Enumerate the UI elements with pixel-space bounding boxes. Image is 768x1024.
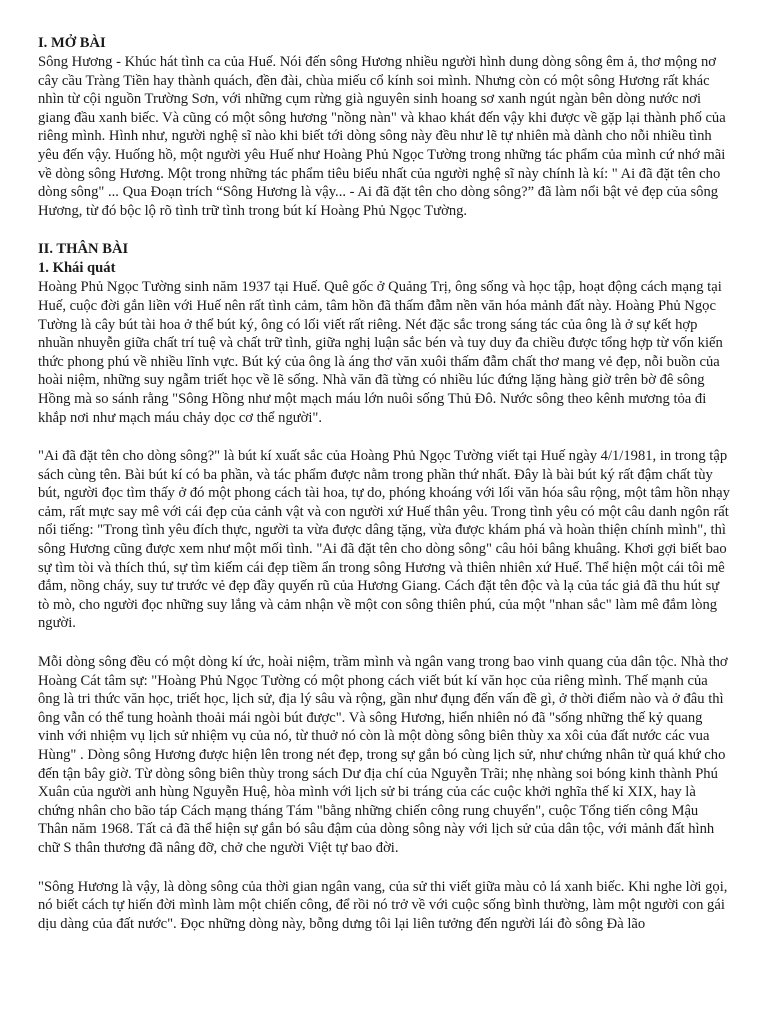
intro-paragraph: Sông Hương - Khúc hát tình ca của Huế. Nói đến sông Hương nhiều người hình dung dòng sông êm ả, thơ mộng nơ cây cầu Tràng Tiền hay thành quách, đền đài, chùa miếu cổ kính soi mình. Nhưng còn có một sông Hương rất khác nhìn từ cội nguồn Trường Sơn, với những cụm rừng già nguyên sinh hoang sơ xanh ngút ngàn bên dòng nước nơi giang đầu xanh biếc. Và cũng có một sông hương "nồng nàn" và khao khát đến vậy khi được về gặp lại thành phố của riêng mình. Hình như, người nghệ sĩ nào khi biết tới dòng sông này đều như lẽ tự nhiên mà dành cho nỗi nhiều tình yêu đến vậy. Huống hồ, một người yêu Huế như Hoàng Phủ Ngọc Tường trong những tác phẩm của mình cứ nhớ mãi về dòng sông Hương. Một trong những tác phẩm tiêu biểu nhất của người nghệ sĩ này chính là kí: " Ai đã đặt tên cho dòng sông" ... Qua Đoạn trích “Sông Hương là vậy... - Ai đã đặt tên cho dòng sông?” đã làm nổi bật vẻ đẹp của sông Hương, từ đó bộc lộ rõ tình trữ tình trong bút kí Hoàng Phủ Ngọc Tường. <box>38 54 726 219</box>
body-paragraph-4: "Sông Hương là vậy, là dòng sông của thời gian ngân vang, của sử thi viết giữa màu cỏ lá xanh biếc. Khi nghe lời gọi, nó biết cách tự hiến đời mình làm một chiến công, để rồi nó trở về với cuộc sống bình thường, làm một người con gái dịu dàng của đất nước". Đọc những dòng này, bỗng dưng tôi lại liên tưởng đến người lái đò sông Đà lão <box>38 878 728 932</box>
intro-heading: I. MỞ BÀI <box>38 35 106 51</box>
body-paragraph-1: Hoàng Phủ Ngọc Tường sinh năm 1937 tại Huế. Quê gốc ở Quảng Trị, ông sống và học tập, hoạt động cách mạng tại Huế, cuộc đời gắn liền với Huế nên rất tình cảm, tâm hồn đã thấm đẫm nền văn hóa mảnh đất này. Hoàng Phủ Ngọc Tường là cây bút tài hoa ở thể bút ký, ông có lối viết rất riêng. Nét đặc sắc trong sáng tác của ông là ở sự kết hợp nhuần nhuyễn giữa chất trí tuệ và chất trữ tình, giữa nghị luận sắc bén và tuy duy đa chiều được tổng hợp từ vốn kiến thức phong phú về nhiều lĩnh vực. Bút ký của ông là áng thơ văn xuôi thấm đẫm chất thơ mang vẻ đẹp, nỗi buồn của hoài niệm, những suy ngẫm triết học về lẽ sống. Nhà văn đã từng có nhiều lúc đứng lặng hàng giờ trên bờ đê sông Hồng mà so sánh rằng "Sông Hồng như một mạch máu lớn nuôi sống Thủ Đô. Nước sông theo kênh mương tỏa đi khắp nơi như mạch máu chảy dọc cơ thể người". <box>38 279 723 426</box>
overview-subheading: 1. Khái quát <box>38 260 116 277</box>
body-heading: II. THÂN BÀI <box>38 241 129 258</box>
body-paragraph-2: "Ai đã đặt tên cho dòng sông?" là bút kí xuất sắc của Hoàng Phủ Ngọc Tường viết tại Huế ngày 4/1/1981, in trong tập sách cùng tên. Bài bút kí có ba phần, và tác phẩm được nằm trong phần thứ nhất. Đây là bài bút ký rất đậm chất tùy bút, người đọc tìm thấy ở đó một phong cách tài hoa, tự do, phóng khoáng với lối văn hóa sâu rộng, một tâm hồn nhạy cảm, rất mực say mê với cái đẹp của cảnh vật và con người xứ Huế thân yêu. Trong tình yêu có một câu danh ngôn rất nổi tiếng: "Trong tình yêu đích thực, người ta vừa được dâng tặng, vừa được khám phá và hoàn thiện chính mình", thì sông Hương cũng được xem như một mối tình. "Ai đã đặt tên cho dòng sông" câu hỏi bâng khuâng. Khơi gợi biết bao sự tìm tòi và thích thú, sự tìm kiếm cái đẹp tiềm ẩn trong sông Hương và thiên nhiên xứ Huế. Thể hiện một cái tôi mê đắm, nồng cháy, suy tư trước vẻ đẹp đầy quyến rũ của Hương Giang. Cách đặt tên độc và lạ của tác giả đã thu hút sự tò mò, cho người đọc những suy lắng và cảm nhận về một con sông thiên phú, của một "nhan sắc" làm mê đắm lòng người. <box>38 448 730 632</box>
body-paragraph-3: Mỗi dòng sông đều có một dòng kí ức, hoài niệm, trầm mình và ngân vang trong bao vinh quang của dân tộc. Nhà thơ Hoàng Cát tâm sự: "Hoàng Phủ Ngọc Tường có một phong cách viết bút kí văn học của riêng mình. Thế mạnh của ông là tri thức văn học, triết học, lịch sử, địa lý sâu và rộng, gần như đụng đến vấn đề gì, ở thời điểm nào và ở đâu thì ông vẫn có thể tung hoành thoải mái ngòi bút được". Và sông Hương, hiển nhiên nó đã "sống những thế kỷ quang vinh với nhiệm vụ lịch sử nhiệm vụ của nó, từ thuở nó còn là một dòng sông biên thùy xa xôi của đất nước các vua Hùng" . Dòng sông Hương được hiện lên trong nét đẹp, trong sự gắn bó cùng lịch sử, như chứng nhân từ quá khứ cho đến tận bây giờ. Từ dòng sông biên thùy trong sách Dư địa chí của Nguyễn Trãi; nhẹ nhàng soi bóng kinh thành Phú Xuân của người anh hùng Nguyễn Huệ, hòa mình với lịch sử bi tráng của các cuộc khởi nghĩa thế kỉ XIX, hay là chứng nhân cho bão táp Cách mạng tháng Tám "bằng những chiến công rung chuyển", cuộc Tổng tiến công Mậu Thân năm 1968. Tất cả đã thể hiện sự gắn bó sâu đậm của dòng sông này với lịch sử của dân tộc, với mảnh đất hình chữ S thân thương đã nâng đỡ, chở che người Việt tự bao đời. <box>38 654 728 856</box>
